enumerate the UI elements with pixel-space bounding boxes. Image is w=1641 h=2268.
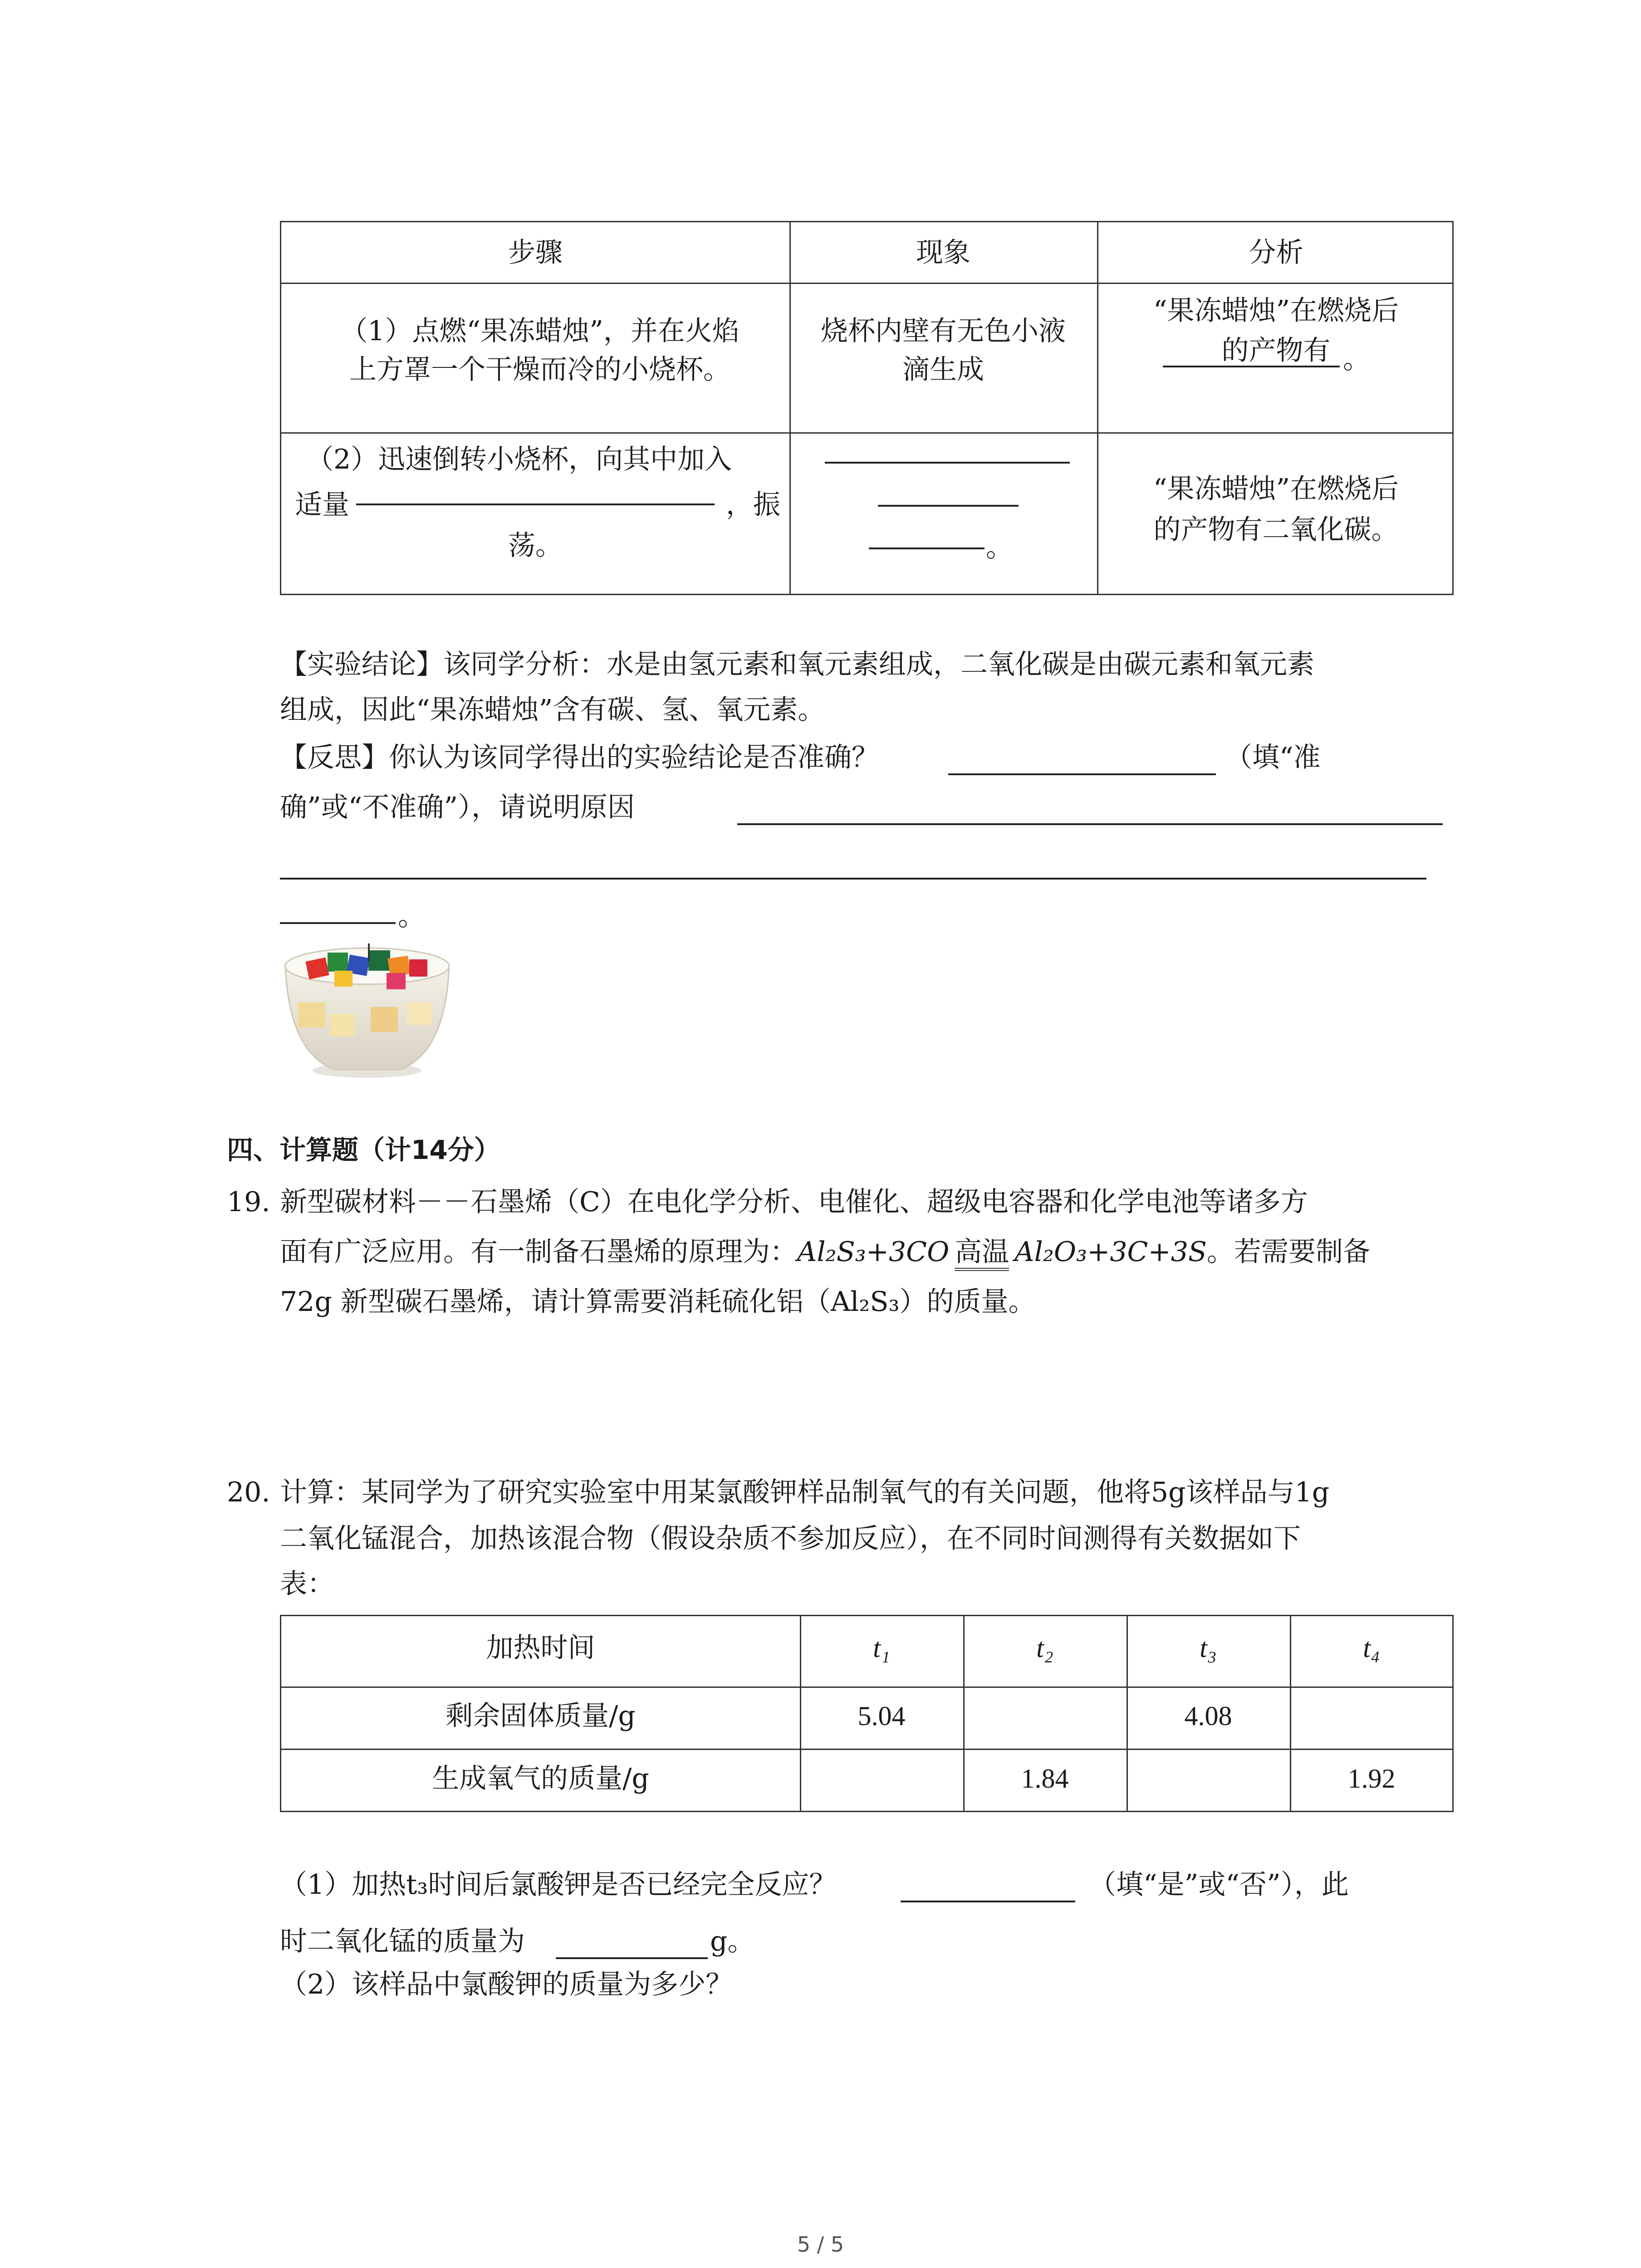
table2-row1-t1: 5.04 [857, 1701, 906, 1731]
table2-row1-t3: 4.08 [1184, 1701, 1232, 1731]
q19-equation-condition: 高温 [955, 1236, 1009, 1271]
q20-number: 20. [227, 1476, 270, 1508]
row2-phenomenon-period: 。 [986, 532, 1013, 563]
table2-row2-t4: 1.92 [1347, 1764, 1396, 1794]
q20-part1-c: 时二氧化锰的质量为 [280, 1926, 525, 1957]
q20-line1: 计算：某同学为了研究实验室中用某氯酸钾样品制氧气的有关问题，他将5g该样品与1g [280, 1476, 1330, 1508]
table-header-analysis: 分析 [1249, 237, 1303, 269]
row1-analysis-line1: “果冻蜡烛”在燃烧后 [1153, 295, 1399, 327]
row2-step-line3: 荡。 [508, 530, 563, 562]
q19-line1: 新型碳材料－－石墨烯（C）在电化学分析、电催化、超级电容器和化学电池等诸多方 [280, 1186, 1308, 1218]
row2-phenomenon-blank-3[interactable] [869, 547, 985, 549]
table2-row1-label: 剩余固体质量/g [446, 1700, 636, 1732]
reflection-period: 。 [398, 900, 425, 932]
table2-header-t2: t₂ [1036, 1633, 1053, 1663]
table2-header-time: 加热时间 [486, 1632, 595, 1664]
row1-analysis-line2: 的产物有 [1221, 335, 1331, 367]
q20-line3: 表： [280, 1568, 334, 1600]
row2-phenomenon-blank-1[interactable] [825, 462, 1070, 464]
row1-step-line1: （1）点燃“果冻蜡烛”，并在火焰 [340, 315, 740, 347]
q20-part2: （2）该样品中氯酸钾的质量为多少？ [280, 1969, 733, 2000]
conclusion-line1: 【实验结论】该同学分析：水是由氢元素和氧元素组成，二氧化碳是由碳元素和氧元素 [280, 649, 1314, 680]
reflection-line2: 确”或“不准确”），请说明原因 [280, 792, 635, 823]
jelly-candle-image [280, 934, 455, 1080]
row2-analysis-line2: 的产物有二氧化碳。 [1153, 514, 1399, 546]
q20-line2: 二氧化锰混合，加热该混合物（假设杂质不参加反应），在不同时间测得有关数据如下 [280, 1523, 1301, 1554]
row2-step-line1: （2）迅速倒转小烧杯，向其中加入 [306, 444, 732, 475]
page-number: 5 / 5 [797, 2232, 844, 2257]
q20-part1-b: （填“是”或“否”），此 [1089, 1869, 1349, 1901]
table2-header-t4: t₄ [1363, 1633, 1380, 1663]
experiment-table [280, 221, 1454, 595]
reflection-reason-blank-1[interactable] [737, 823, 1443, 825]
row1-step-line2: 上方罩一个干燥而冷的小烧杯。 [349, 354, 730, 386]
q19-number: 19. [227, 1186, 270, 1218]
row2-analysis-line1: “果冻蜡烛”在燃烧后 [1153, 473, 1399, 505]
q20-part1-a: （1）加热t₃时间后氯酸钾是否已经完全反应？ [280, 1869, 837, 1901]
q19-line2-end: 。若需要制备 [1207, 1236, 1371, 1268]
row2-reagent-blank[interactable] [356, 503, 715, 505]
table2-header-t3: t₃ [1200, 1633, 1217, 1663]
q19-line2 [280, 1232, 1370, 1272]
table-header-step: 步骤 [508, 237, 563, 269]
row2-step-line2-b: ，振 [726, 489, 780, 521]
reflection-reason-blank-3[interactable] [280, 922, 396, 924]
reflection-line1-a: 【反思】你认为该同学得出的实验结论是否准确？ [280, 742, 879, 773]
table2-header-t1: t₁ [873, 1633, 890, 1663]
table2-row2-t2: 1.84 [1021, 1764, 1069, 1794]
q19-equation-rhs: Al₂O₃+3C+3S [1014, 1236, 1207, 1268]
row1-phenomenon-line2: 滴生成 [902, 354, 984, 386]
section4-title: 四、计算题（计14分） [227, 1134, 500, 1165]
q20-part1-unit: g。 [710, 1926, 755, 1957]
row2-step-line2-a: 适量 [295, 489, 349, 521]
table2-row2-label: 生成氧气的质量/g [432, 1763, 649, 1794]
row1-analysis-blank[interactable] [1163, 366, 1340, 367]
conclusion-line2: 组成，因此“果冻蜡烛”含有碳、氢、氧元素。 [280, 694, 825, 726]
reflection-line1-b: （填“准 [1225, 742, 1321, 773]
q20-mno2-mass-blank[interactable] [556, 1957, 708, 1959]
q20-complete-blank[interactable] [901, 1901, 1075, 1902]
q19-equation-lhs: Al₂S₃+3CO [797, 1236, 950, 1268]
row1-analysis-period: 。 [1343, 343, 1370, 375]
reflection-reason-blank-2[interactable] [280, 878, 1426, 880]
data-table [280, 1615, 1454, 1812]
reflection-accuracy-blank[interactable] [948, 773, 1216, 775]
q19-line2-text: 面有广泛应用。有一制备石墨烯的原理为： [280, 1236, 797, 1268]
row2-phenomenon-blank-2[interactable] [878, 505, 1019, 507]
q19-line3: 72g 新型碳石墨烯，请计算需要消耗硫化铝（Al₂S₃）的质量。 [280, 1286, 1036, 1318]
row1-phenomenon-line1: 烧杯内壁有无色小液 [821, 315, 1066, 347]
table-header-phenomenon: 现象 [916, 237, 970, 269]
